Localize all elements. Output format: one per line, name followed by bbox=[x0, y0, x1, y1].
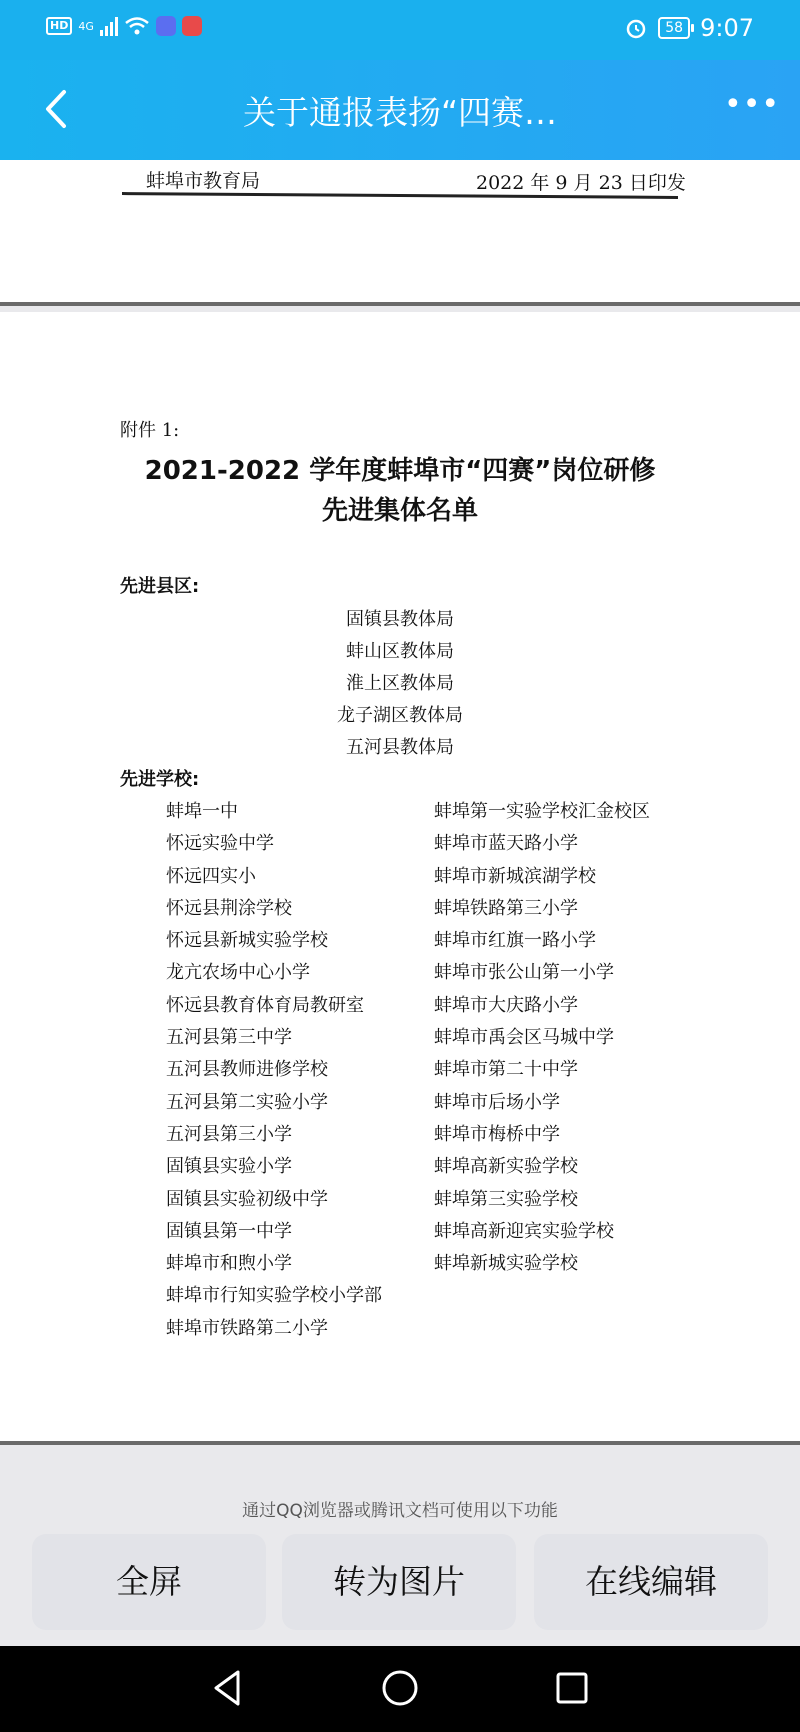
school-list-right bbox=[434, 796, 650, 1280]
list-item: 蚌埠铁路第三小学 bbox=[434, 897, 578, 919]
list-item: 蚌埠第一实验学校汇金校区 bbox=[434, 801, 650, 822]
hd-badge: HD bbox=[46, 17, 72, 35]
battery-indicator: 58 bbox=[658, 17, 690, 39]
chevron-left-icon[interactable] bbox=[38, 86, 78, 132]
list-item: 蚌埠市梅桥中学 bbox=[434, 1123, 560, 1145]
list-item: 固镇县第一中学 bbox=[166, 1220, 292, 1242]
online-edit-button[interactable]: 在线编辑 bbox=[534, 1534, 768, 1630]
list-item: 蚌埠市张公山第一小学 bbox=[434, 962, 614, 984]
feature-hint: 通过QQ浏览器或腾讯文档可使用以下功能 bbox=[242, 1501, 558, 1521]
list-item: 蚌埠市后场小学 bbox=[434, 1091, 560, 1113]
list-item: 蚌埠市铁路第二小学 bbox=[166, 1317, 328, 1339]
list-item: 五河县第三中学 bbox=[166, 1027, 292, 1049]
issuer-name: 蚌埠市教育局 bbox=[146, 170, 261, 192]
list-item: 蚌埠市大庆路小学 bbox=[434, 994, 578, 1016]
music-app-icon bbox=[156, 16, 176, 36]
fullscreen-button[interactable]: 全屏 bbox=[32, 1534, 266, 1630]
status-right-icons bbox=[624, 14, 754, 42]
list-item: 龙子湖区教体局 bbox=[337, 705, 463, 726]
more-options-icon[interactable]: ••• bbox=[724, 87, 781, 122]
county-list bbox=[0, 604, 800, 764]
list-item: 蚌埠一中 bbox=[166, 801, 238, 822]
list-item: 固镇县教体局 bbox=[346, 609, 454, 630]
list-item: 蚌埠高新迎宾实验学校 bbox=[434, 1220, 614, 1242]
attachment-label: 附件 1: bbox=[120, 420, 180, 441]
list-item: 蚌埠市新城滨湖学校 bbox=[434, 865, 596, 887]
list-item: 淮上区教体局 bbox=[346, 673, 454, 694]
document-page-previous bbox=[0, 160, 800, 306]
list-item: 蚌山区教体局 bbox=[346, 641, 454, 662]
list-item: 蚌埠第三实验学校 bbox=[434, 1188, 578, 1210]
list-item: 怀远县荆涂学校 bbox=[166, 897, 292, 919]
wifi-icon bbox=[124, 16, 150, 36]
list-item: 龙亢农场中心小学 bbox=[166, 962, 310, 984]
app-header bbox=[0, 60, 800, 160]
signal-icon bbox=[100, 16, 118, 36]
list-item: 五河县教师进修学校 bbox=[166, 1059, 328, 1081]
status-bar bbox=[0, 0, 800, 60]
list-item: 蚌埠市和煦小学 bbox=[166, 1253, 292, 1275]
list-item: 固镇县实验初级中学 bbox=[166, 1188, 328, 1210]
list-item: 蚌埠市第二十中学 bbox=[434, 1059, 578, 1081]
nav-back-icon[interactable] bbox=[206, 1666, 250, 1710]
book-app-icon bbox=[182, 16, 202, 36]
list-item: 蚌埠新城实验学校 bbox=[434, 1253, 578, 1275]
list-item: 蚌埠市红旗一路小学 bbox=[434, 930, 596, 952]
nav-home-icon[interactable] bbox=[378, 1666, 422, 1710]
status-left-icons bbox=[46, 16, 202, 36]
list-item: 五河县第三小学 bbox=[166, 1123, 292, 1145]
list-item: 五河县教体局 bbox=[346, 737, 454, 758]
clock: 9:07 bbox=[700, 14, 754, 42]
list-item: 怀远县新城实验学校 bbox=[166, 930, 328, 952]
system-nav-bar bbox=[0, 1646, 800, 1732]
list-item: 怀远县教育体育局教研室 bbox=[166, 994, 364, 1016]
list-item: 固镇县实验小学 bbox=[166, 1156, 292, 1178]
convert-to-image-button[interactable]: 转为图片 bbox=[282, 1534, 516, 1630]
issue-date: 2022 年 9 月 23 日印发 bbox=[476, 172, 686, 194]
document-title-line2: 先进集体名单 bbox=[321, 496, 478, 526]
nav-recents-icon[interactable] bbox=[550, 1666, 594, 1710]
school-list-left bbox=[166, 796, 382, 1345]
list-item: 怀远实验中学 bbox=[166, 833, 274, 855]
list-item: 蚌埠市行知实验学校小学部 bbox=[166, 1285, 382, 1307]
list-item: 五河县第二实验小学 bbox=[166, 1091, 328, 1113]
document-page-attachment bbox=[0, 312, 800, 1445]
document-title-line1: 2021-2022 学年度蚌埠市“四赛”岗位研修 bbox=[144, 456, 656, 486]
list-item: 怀远四实小 bbox=[166, 865, 256, 887]
page-title: 关于通报表扬“四赛… bbox=[242, 93, 558, 132]
counties-heading: 先进县区: bbox=[120, 576, 200, 597]
network-type: 4G bbox=[78, 19, 94, 33]
alarm-icon bbox=[624, 16, 648, 40]
list-item: 蚌埠高新实验学校 bbox=[434, 1156, 578, 1178]
schools-heading: 先进学校: bbox=[120, 769, 200, 790]
list-item: 蚌埠市蓝天路小学 bbox=[434, 833, 578, 855]
list-item: 蚌埠市禹会区马城中学 bbox=[434, 1027, 614, 1049]
